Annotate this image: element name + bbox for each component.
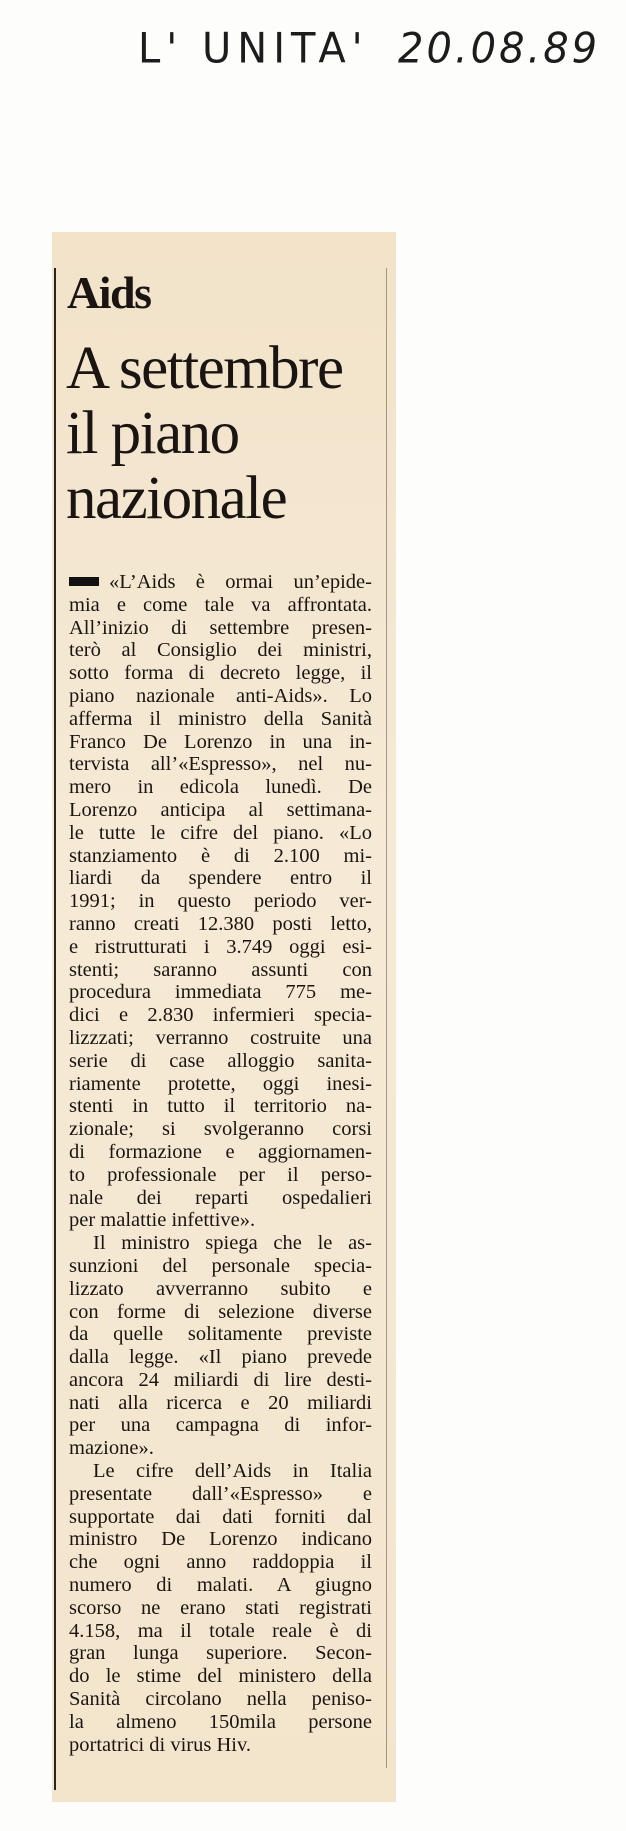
handwritten-source-note: L' UNITA': [138, 24, 369, 74]
body-line-text: numero di malati. A giugno: [69, 1574, 372, 1597]
body-line: [69, 617, 372, 640]
body-line-text: da quelle solitamente previste: [69, 1323, 372, 1346]
article-body: [69, 571, 372, 1756]
body-line-text: le tutte le cifre del piano. «Lo: [69, 821, 372, 844]
body-line: [69, 639, 372, 662]
body-line-text: gran lunga superiore. Secon-: [69, 1642, 372, 1665]
body-line: [69, 890, 372, 913]
body-line-text: stanziamento è di 2.100 mi-: [69, 844, 372, 867]
body-line: [69, 1528, 372, 1551]
body-line-text: zionale; si svolgeranno corsi: [69, 1118, 372, 1141]
body-line-text: Le cifre dell’Aids in Italia: [93, 1460, 372, 1483]
body-line-text: piano nazionale anti-Aids». Lo: [69, 684, 372, 707]
body-line: [69, 1164, 372, 1187]
column-rule-left: [54, 268, 56, 1790]
body-line: [69, 1209, 372, 1232]
body-line-text: tervista all’«Espresso», nel nu-: [69, 753, 372, 776]
lead-bullet-mark: [69, 577, 99, 586]
body-line-text: terò al Consiglio dei ministri,: [69, 639, 372, 662]
body-line-text: liardi da spendere entro il: [69, 867, 372, 890]
body-line-text: ministro De Lorenzo indicano: [69, 1528, 372, 1551]
body-line-text: portatrici di virus Hiv.: [69, 1733, 251, 1756]
body-line-text: dalla legge. «Il piano prevede: [69, 1346, 372, 1369]
body-line-text: mia e come tale va affrontata.: [69, 593, 372, 616]
body-line-text: che ogni anno raddoppia il: [69, 1551, 372, 1574]
body-line-text: mero in edicola lunedì. De: [69, 776, 372, 799]
body-line: [69, 1597, 372, 1620]
handwritten-date-note: 20.08.89: [398, 24, 601, 74]
body-line-text: 4.158, ma il totale reale è di: [69, 1619, 372, 1642]
body-line-text: di formazione e aggiornamen-: [69, 1140, 372, 1163]
body-line: [69, 1734, 372, 1757]
body-line-text: lizzato avverranno subito e: [69, 1277, 372, 1300]
body-line: [69, 1187, 372, 1210]
body-line: [69, 1620, 372, 1643]
body-line: [69, 1711, 372, 1734]
body-line-text: Lorenzo anticipa al settimana-: [69, 798, 372, 821]
body-line: [69, 776, 372, 799]
body-line: [69, 571, 372, 594]
body-line: [69, 1369, 372, 1392]
body-line: [69, 708, 372, 731]
body-line: [69, 1665, 372, 1688]
body-line: [69, 1642, 372, 1665]
body-line: [69, 1506, 372, 1529]
body-line-text: «L’Aids è ormai un’epide-: [109, 571, 372, 593]
body-line-text: con forme di selezione diverse: [69, 1300, 372, 1323]
article-headline: [66, 336, 343, 531]
body-line: [69, 1460, 372, 1483]
body-line: [69, 662, 372, 685]
body-line: [69, 1232, 372, 1255]
body-line: [69, 1095, 372, 1118]
article-kicker: Aids: [67, 267, 151, 318]
body-line: [69, 1073, 372, 1096]
body-line-text: per malattie infettive».: [69, 1209, 256, 1232]
body-line-text: procedura immediata 775 me-: [69, 981, 372, 1004]
body-line-text: afferma il ministro della Sanità: [69, 707, 372, 730]
body-line-text: mazione».: [69, 1437, 154, 1460]
body-line: [69, 936, 372, 959]
body-line-text: sotto forma di decreto legge, il: [69, 662, 372, 685]
column-rule-right: [386, 268, 387, 1768]
body-line: [69, 685, 372, 708]
headline-line: il piano: [66, 400, 239, 467]
body-line-text: 1991; in questo periodo ver-: [69, 890, 372, 913]
body-line-text: ranno creati 12.380 posti letto,: [69, 912, 372, 935]
body-line-text: per una campagna di infor-: [69, 1414, 372, 1437]
body-line-text: nale dei reparti ospedalieri: [69, 1186, 372, 1209]
body-line-text: sunzioni del personale specia-: [69, 1254, 372, 1277]
body-line: [69, 594, 372, 617]
body-line: [69, 1050, 372, 1073]
body-line-text: dici e 2.830 infermieri specia-: [69, 1004, 372, 1027]
body-line-text: scorso ne erano stati registrati: [69, 1596, 372, 1619]
body-line: [69, 1574, 372, 1597]
body-line: [69, 1346, 372, 1369]
body-line-text: ancora 24 miliardi di lire desti-: [69, 1368, 372, 1391]
body-line: [69, 1278, 372, 1301]
body-line: [69, 981, 372, 1004]
body-line: [69, 1255, 372, 1278]
body-line: [69, 1118, 372, 1141]
body-line-text: e ristrutturati i 3.749 oggi esi-: [69, 935, 372, 958]
body-line: [69, 1392, 372, 1415]
body-line-text: presentate dall’«Espresso» e: [69, 1482, 372, 1505]
body-line-text: riamente protette, oggi inesi-: [69, 1072, 372, 1095]
body-line-text: stenti in tutto il territorio na-: [69, 1095, 372, 1118]
body-line-text: Franco De Lorenzo in una in-: [69, 730, 372, 753]
body-line-text: Il ministro spiega che le as-: [93, 1232, 372, 1255]
body-line-text: la almeno 150mila persone: [69, 1710, 372, 1733]
body-line: [69, 799, 372, 822]
body-line: [69, 1027, 372, 1050]
body-line: [69, 731, 372, 754]
headline-line: A settembre: [66, 335, 343, 402]
body-line: [69, 1323, 372, 1346]
body-line: [69, 753, 372, 776]
body-line: [69, 1551, 372, 1574]
body-line-text: supportate dai dati forniti dal: [69, 1505, 372, 1528]
body-line-text: serie di case alloggio sanita-: [69, 1049, 372, 1072]
body-line-text: nati alla ricerca e 20 miliardi: [69, 1391, 372, 1414]
body-line: [69, 845, 372, 868]
body-line: [69, 913, 372, 936]
body-line-text: All’inizio di settembre presen-: [69, 616, 372, 639]
body-line-text: do le stime del ministero della: [69, 1665, 372, 1688]
body-line: [69, 1004, 372, 1027]
body-line: [69, 1141, 372, 1164]
body-line-text: to professionale per il perso-: [69, 1163, 372, 1186]
body-line: [69, 959, 372, 982]
body-line: [69, 867, 372, 890]
body-line-text: stenti; saranno assunti con: [69, 958, 372, 981]
body-line: [69, 1437, 372, 1460]
body-line-text: Sanità circolano nella peniso-: [69, 1688, 372, 1711]
body-line: [69, 1301, 372, 1324]
body-line: [69, 1688, 372, 1711]
body-line: [69, 1414, 372, 1437]
headline-line: nazionale: [66, 465, 287, 532]
body-line-text: lizzzati; verranno costruite una: [69, 1026, 372, 1049]
body-line: [69, 822, 372, 845]
body-line: [69, 1483, 372, 1506]
